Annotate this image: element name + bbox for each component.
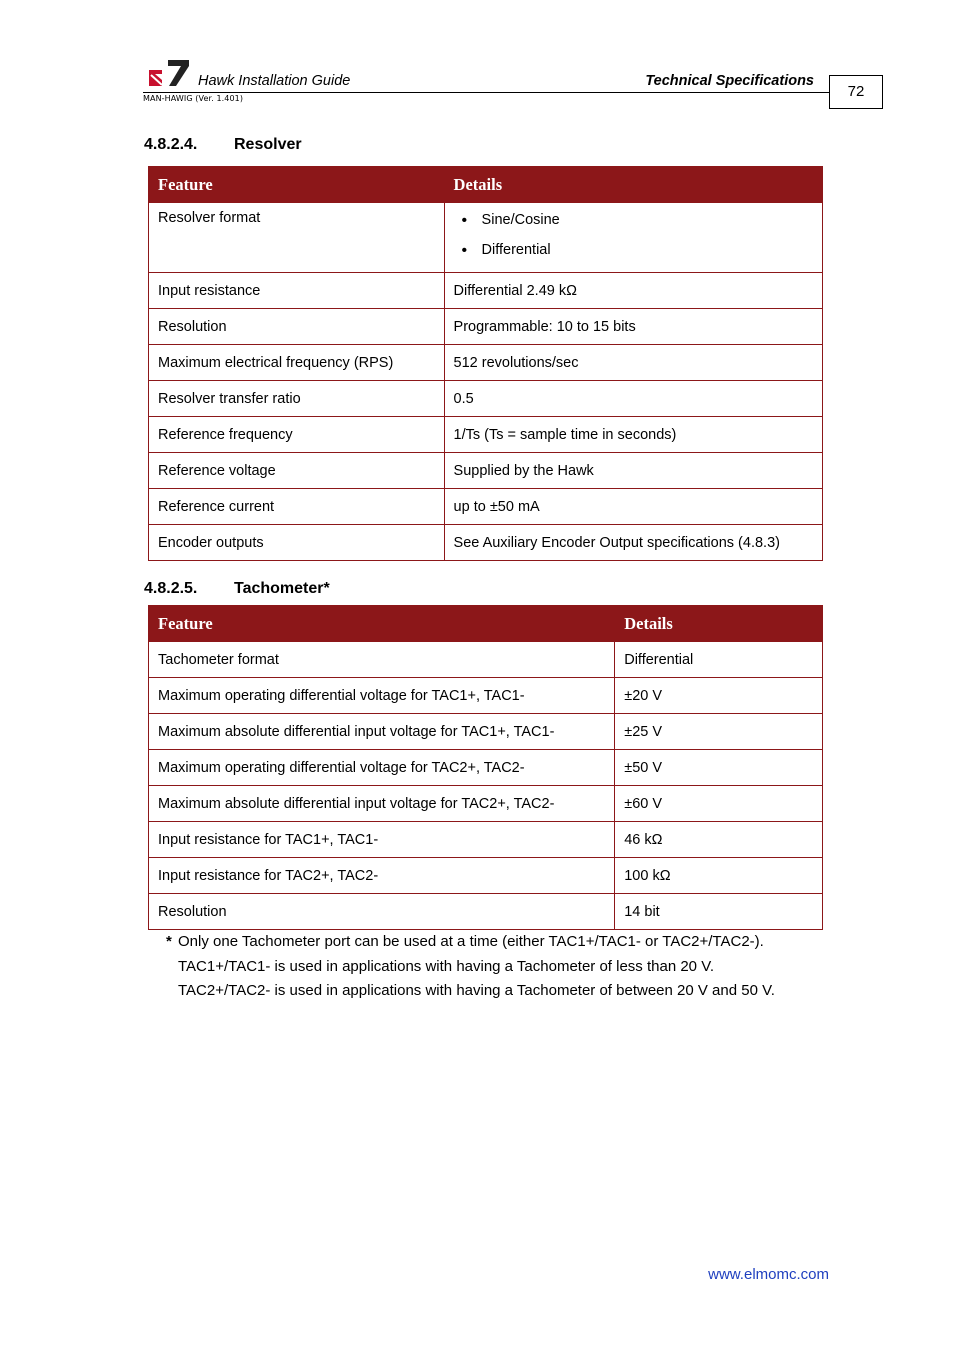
table-row: [149, 525, 823, 561]
details-cell: ±60 V: [615, 786, 823, 822]
details-cell: See Auxiliary Encoder Output specifications (4.8.3): [444, 525, 822, 561]
feature-cell: Resolver transfer ratio: [149, 381, 445, 417]
table-row: [149, 273, 823, 309]
feature-cell: Input resistance for TAC1+, TAC1-: [149, 822, 615, 858]
resolver-heading-title: Resolver: [234, 136, 302, 153]
table-row: [149, 714, 823, 750]
website-link[interactable]: www.elmomc.com: [708, 1266, 829, 1283]
resolver-table: [148, 166, 823, 561]
header-rule: [143, 92, 829, 93]
feature-cell: Maximum absolute differential input voltage for TAC2+, TAC2-: [149, 786, 615, 822]
tachometer-heading-title: Tachometer*: [234, 580, 330, 597]
feature-cell: Maximum operating differential voltage for TAC2+, TAC2-: [149, 750, 615, 786]
footnote-asterisk: *: [166, 933, 172, 950]
tachometer-heading-number: 4.8.2.5.: [144, 580, 198, 597]
details-cell: 46 kΩ: [615, 822, 823, 858]
table-row: [149, 642, 823, 678]
table-row: [149, 381, 823, 417]
table-row: [149, 678, 823, 714]
feature-cell: Reference frequency: [149, 417, 445, 453]
details-cell: ±25 V: [615, 714, 823, 750]
table-row: [149, 345, 823, 381]
table-row: [149, 489, 823, 525]
table-header-row: [149, 606, 823, 642]
details-cell: ±20 V: [615, 678, 823, 714]
footnote-line: * Only one Tachometer port can be used at a time (either TAC1+/TAC1- or TAC2+/TAC2-).: [166, 930, 775, 955]
feature-cell: Maximum absolute differential input voltage for TAC1+, TAC1-: [149, 714, 615, 750]
table-row: [149, 894, 823, 930]
tachometer-table: [148, 605, 823, 930]
tachometer-heading: [144, 580, 330, 598]
footnote-line: TAC1+/TAC1- is used in applications with having a Tachometer of less than 20 V.: [178, 957, 714, 975]
resolver-heading-number: 4.8.2.4.: [144, 136, 198, 153]
details-cell: [444, 203, 822, 273]
feature-cell: Maximum electrical frequency (RPS): [149, 345, 445, 381]
details-cell: 100 kΩ: [615, 858, 823, 894]
details-cell: up to ±50 mA: [444, 489, 822, 525]
details-cell: 0.5: [444, 381, 822, 417]
details-cell: ±50 V: [615, 750, 823, 786]
details-cell: 1/Ts (Ts = sample time in seconds): [444, 417, 822, 453]
page-number: 72: [847, 83, 865, 100]
table-row: [149, 203, 823, 273]
resolver-heading: [144, 136, 302, 154]
table-row: [149, 453, 823, 489]
table-row: [149, 822, 823, 858]
page-number-box: [829, 75, 883, 109]
details-cell: Differential 2.49 kΩ: [444, 273, 822, 309]
table-row: [149, 750, 823, 786]
feature-cell: Reference current: [149, 489, 445, 525]
table-header-row: [149, 167, 823, 203]
feature-column-header: Feature: [149, 167, 445, 203]
details-cell: 512 revolutions/sec: [444, 345, 822, 381]
feature-cell: Resolver format: [149, 203, 445, 273]
list-item: • Differential: [454, 242, 813, 272]
bullet-list: [454, 212, 813, 272]
list-item: • Sine/Cosine: [454, 212, 813, 242]
details-column-header: Details: [615, 606, 823, 642]
details-column-header: Details: [444, 167, 822, 203]
details-cell: Differential: [615, 642, 823, 678]
feature-cell: Resolution: [149, 309, 445, 345]
footnote-line: TAC2+/TAC2- is used in applications with having a Tachometer of between 20 V and 50 V.: [178, 982, 775, 999]
feature-column-header: Feature: [149, 606, 615, 642]
feature-cell: Maximum operating differential voltage for TAC1+, TAC1-: [149, 678, 615, 714]
details-cell: Supplied by the Hawk: [444, 453, 822, 489]
feature-cell: Tachometer format: [149, 642, 615, 678]
table-row: [149, 309, 823, 345]
elmo-logo: [148, 58, 190, 88]
table-row: [149, 858, 823, 894]
feature-cell: Encoder outputs: [149, 525, 445, 561]
document-version: MAN-HAWIG (Ver. 1.401): [143, 94, 244, 103]
section-title: Technical Specifications: [645, 73, 814, 89]
feature-cell: Input resistance: [149, 273, 445, 309]
feature-cell: Input resistance for TAC2+, TAC2-: [149, 858, 615, 894]
details-cell: 14 bit: [615, 894, 823, 930]
document-title: Hawk Installation Guide: [198, 73, 351, 89]
table-row: [149, 786, 823, 822]
table-row: [149, 417, 823, 453]
feature-cell: Reference voltage: [149, 453, 445, 489]
feature-cell: Resolution: [149, 894, 615, 930]
details-cell: Programmable: 10 to 15 bits: [444, 309, 822, 345]
tachometer-footnote: [166, 930, 775, 1004]
